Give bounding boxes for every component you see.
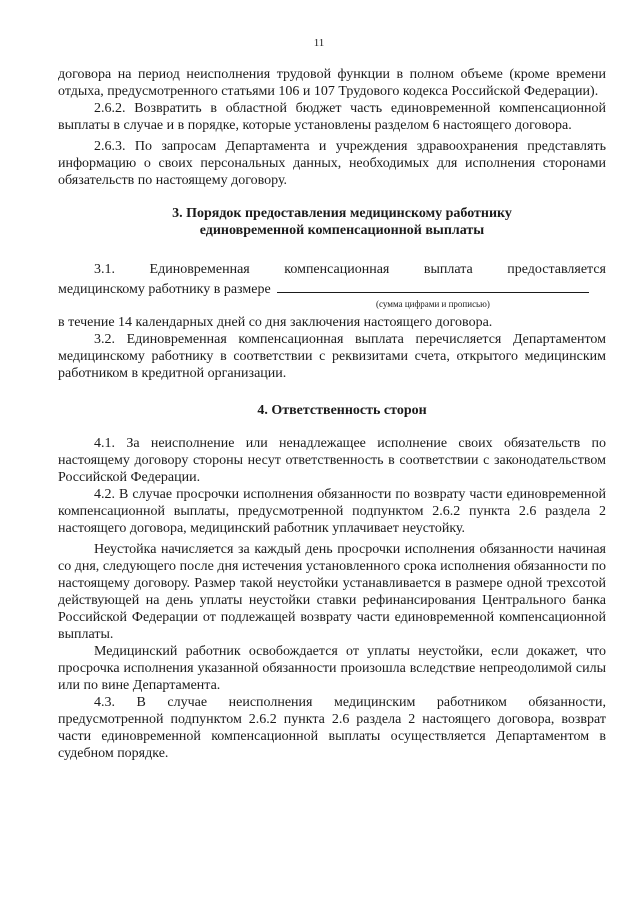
penalty-paragraph: Неустойка начисляется за каждый день просрочки исполнения обязанности начиная со дня, следующего после дня истечения установленного срока исполнения обязанности по настоящему договору. Размер такой неустойки устанавливается в размере одной трехсотой действующей на день уплаты неустойки ставки рефинансирования Центрального банка Российской Федерации от подлежащей возврату части единовременной компенсационной выплаты.	[58, 542, 606, 642]
clause-2-6-2: 2.6.2. Возвратить в областной бюджет часть единовременной компенсационной выплаты в случае и в порядке, которые установлены разделом 6 настоящего договора.	[58, 101, 606, 133]
clause-2-6-3: 2.6.3. По запросам Департамента и учреждения здравоохранения представлять информацию о своих персональных данных, необходимых для исполнения сторонами обязательств по настоящему договору.	[58, 139, 606, 188]
clause-3-2: 3.2. Единовременная компенсационная выплата перечисляется Департаментом медицинскому работнику в соответствии с реквизитами счета, открытого медицинским работником в кредитной организации.	[58, 332, 606, 381]
clause-3-1-continuation: в течение 14 календарных дней со дня заключения настоящего договора.	[58, 315, 493, 330]
clause-4-3: 4.3. В случае неисполнения медицинским работником обязанности, предусмотренной подпунктом 2.6.2 пункта 2.6 раздела 2 настоящего договора, возврат части единовременной компенсационной выплаты осуществляется Департаментом в судебном порядке.	[58, 695, 606, 761]
page-number: 11	[313, 37, 325, 49]
section-3-heading	[58, 205, 606, 239]
paragraph-continuation: договора на период неисполнения трудовой функции в полном объеме (кроме времени отдыха, предусмотренного статьями 106 и 107 Трудового кодекса Российской Федерации).	[58, 67, 606, 99]
amount-hint: (сумма цифрами и прописью)	[376, 299, 490, 309]
amount-blank-line	[277, 278, 589, 293]
section-3-title-line-2: единовременной компенсационной выплаты	[199, 223, 485, 238]
clause-3-1-line-1: 3.1. Единовременная компенсационная выплата предоставляется	[94, 262, 606, 277]
section-4-title: 4. Ответственность сторон	[257, 403, 427, 418]
clause-3-1-amount-label: медицинскому работнику в размере	[58, 282, 271, 297]
document-body	[58, 66, 606, 762]
section-3-title-line-1: 3. Порядок предоставления медицинскому работнику	[172, 206, 512, 221]
clause-4-2: 4.2. В случае просрочки исполнения обязанности по возврату части единовременной компенсационной выплаты, предусмотренной подпунктом 2.6.2 пункта 2.6 раздела 2 настоящего договора, медицинский работник уплачивает неустойку.	[58, 487, 606, 536]
clause-4-1: 4.1. За неисполнение или ненадлежащее исполнение своих обязательств по настоящему договору стороны несут ответственность в соответствии с законодательством Российской Федерации.	[58, 436, 606, 485]
release-paragraph: Медицинский работник освобождается от уплаты неустойки, если докажет, что просрочка исполнения указанной обязанности произошла вследствие непреодолимой силы или по вине Департамента.	[58, 644, 606, 693]
section-4-heading	[58, 402, 606, 419]
clause-3-1-amount-row	[58, 278, 606, 298]
